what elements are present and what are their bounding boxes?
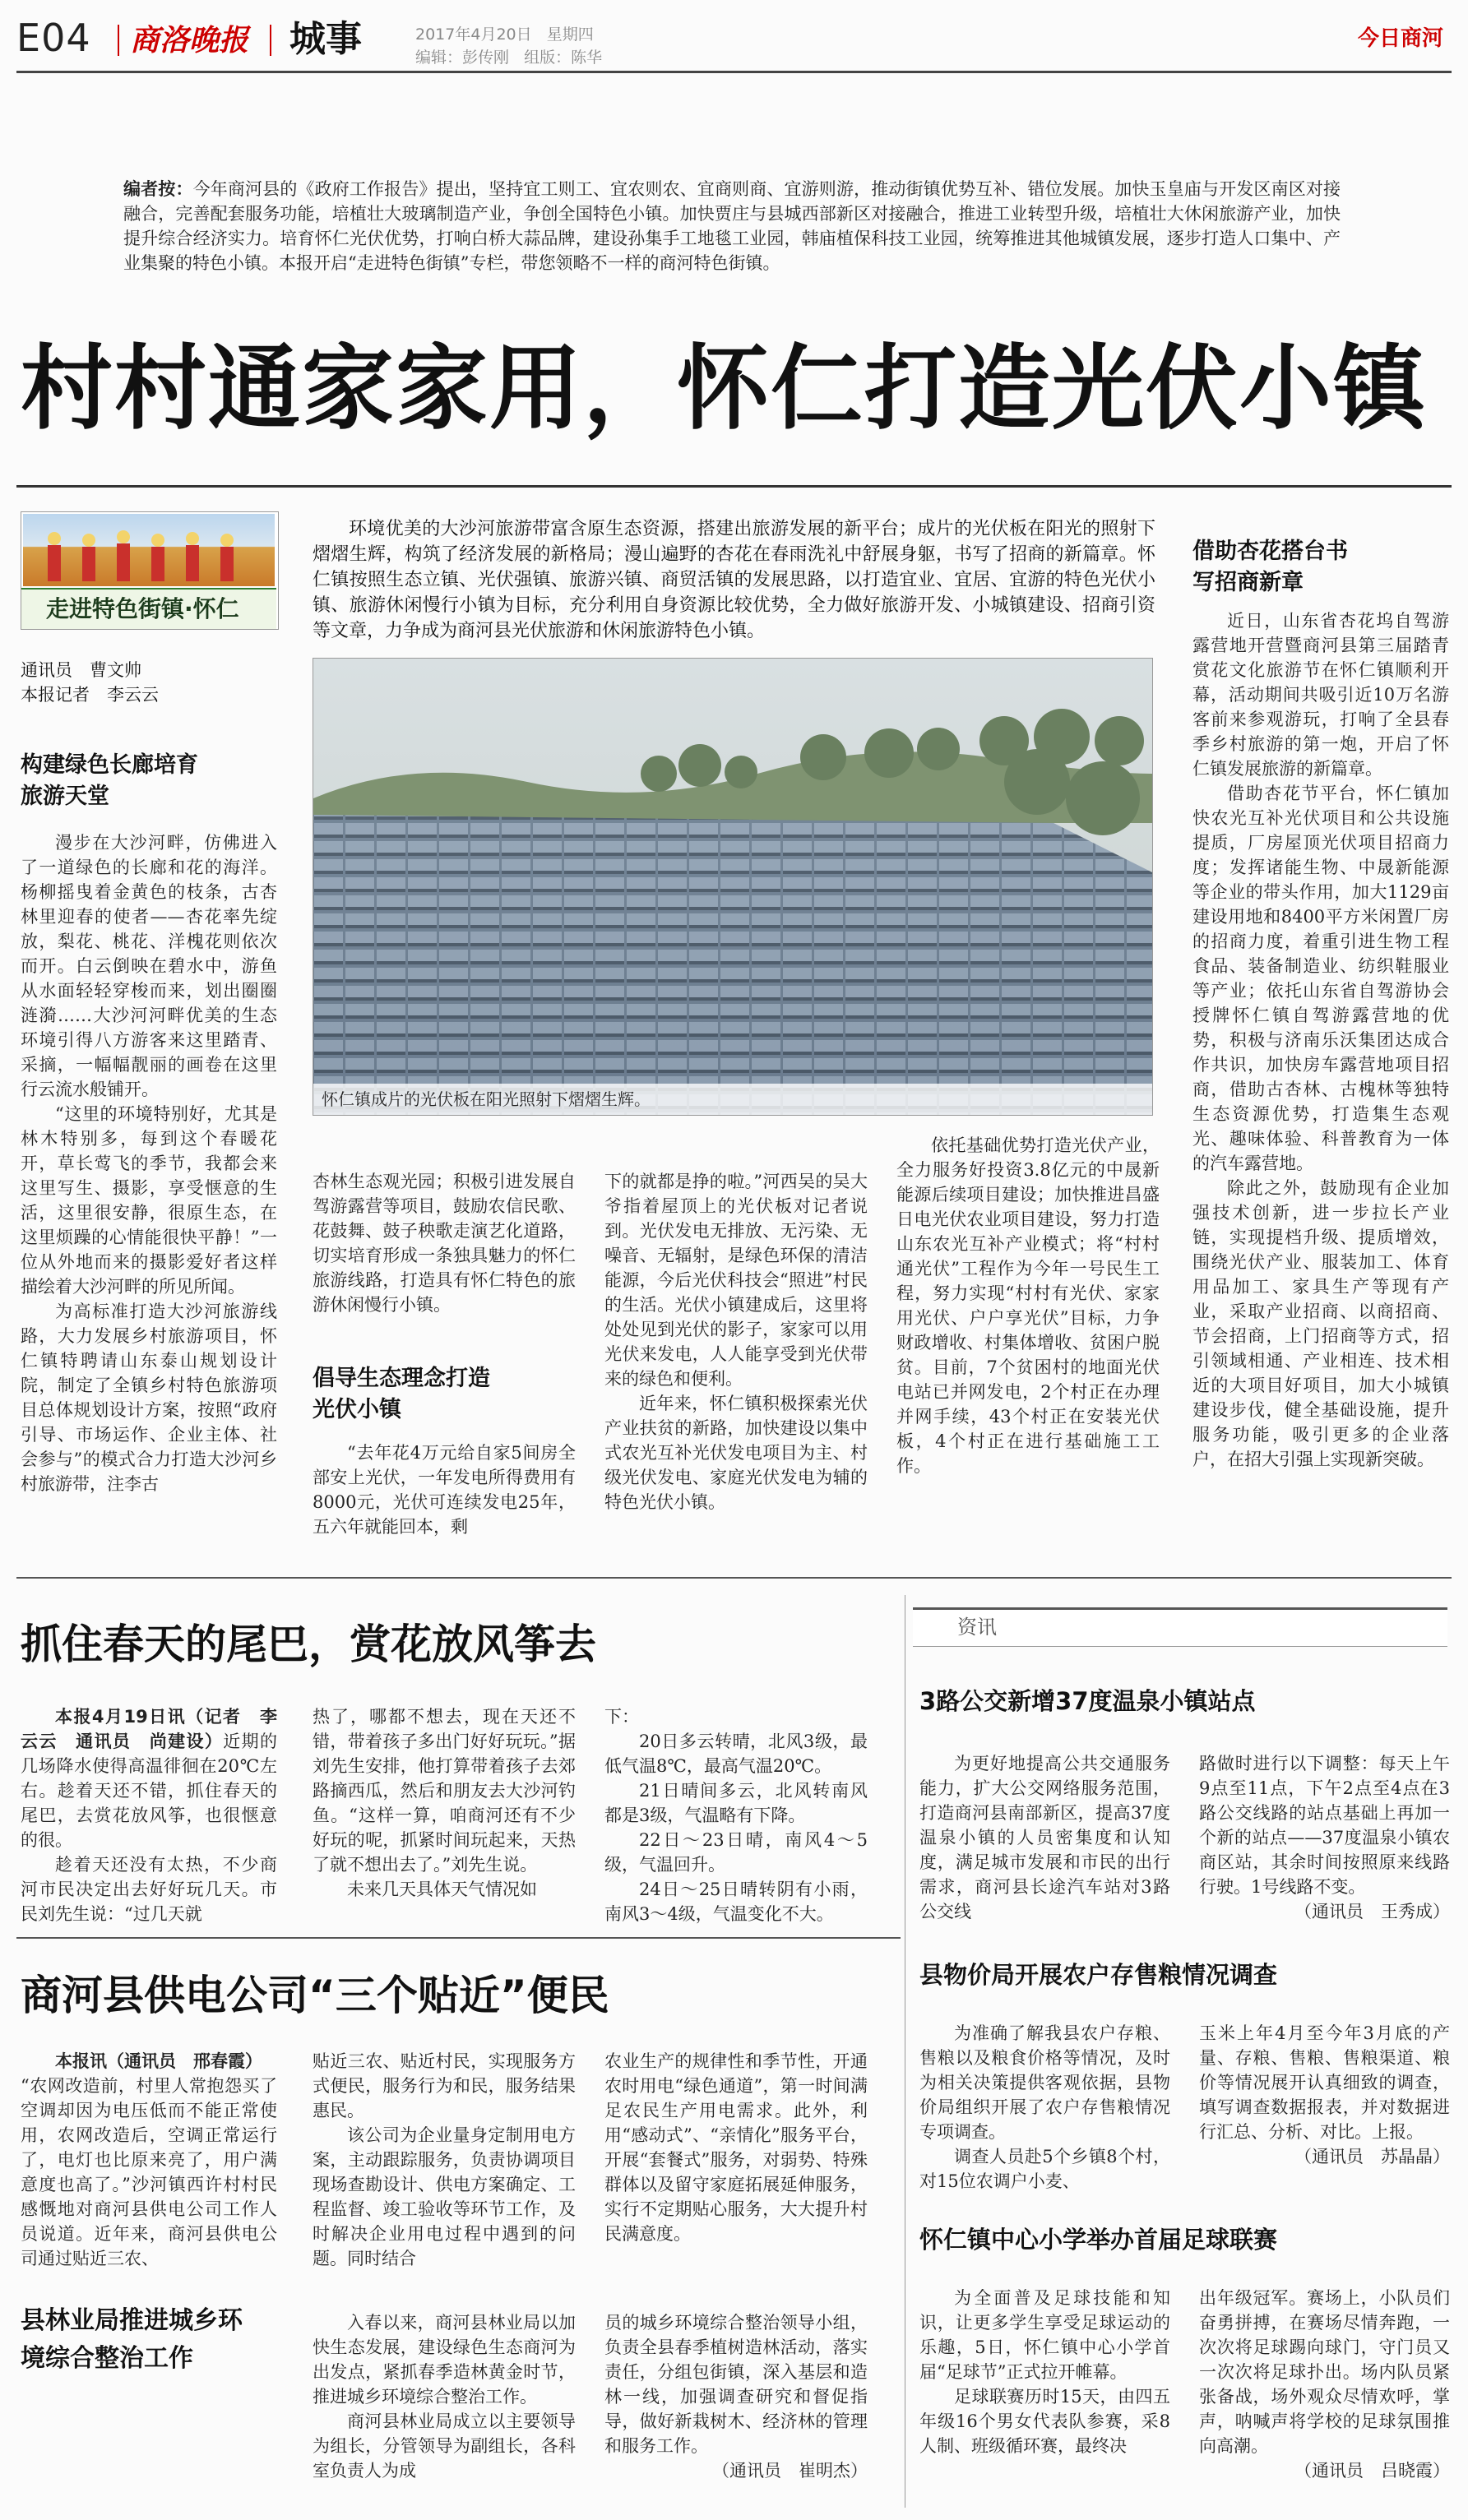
col2-para-2: “去年花4万元给自家5间房全部安上光伏，一年发电所得费用有8000元，光伏可连续发电25年，五六年就能回本，剩 [313, 1443, 576, 1537]
byline-1: 通讯员 曹文帅 [21, 660, 141, 680]
section-rule-2 [16, 1937, 901, 1939]
brief2-col1 [919, 2021, 1170, 2194]
side-text [1192, 608, 1449, 1472]
col2-text-b [313, 1440, 576, 1539]
byline-2: 本报记者 李云云 [21, 685, 159, 705]
story4-col2 [313, 2310, 576, 2483]
col3-para-2: 近年来，怀仁镇积极探索光伏产业扶贫的新路，加快建设以集中式农光互补光伏发电项目为主、村级光伏发电、家庭光伏发电为辅的特色光伏小镇。 [604, 1394, 868, 1512]
story4-para-3: 员的城乡环境综合整治领导小组，负责全县春季植树造林活动，落实责任，分组包街镇，深入基层和造林一线，加强调查研究和督促指导，做好新栽树木、经济林的管理和服务工作。 [604, 2313, 868, 2456]
side-para-3: 除此之外，鼓励现有企业加强技术创新，进一步拉长产业链，实现提档升级、提质增效，围绕光伏产业、服装加工、体育用品加工、家具生产等现有产业，采取产业招商、以商招商、节会招商，上门招商等方式，招引领域相通、产业相连、技术相近的大项目好项目，加大小城镇建设步伐，健全基础设施，提升服务功能，吸引更多的企业落户，在招大引强上实现新突破。 [1192, 1178, 1449, 1469]
editor-credit: 编辑：彭传刚 [415, 49, 510, 67]
brief1-title: 3路公交新增37度温泉小镇站点 [919, 1687, 1256, 1715]
brief2-signature: （通讯员 苏晶晶） [1294, 2147, 1450, 2166]
brief2-col2 [1199, 2021, 1450, 2169]
news-brief-header [913, 1607, 1447, 1647]
section-rule-1 [16, 1577, 1452, 1579]
weather-3: 22日～23日晴，南风4～5级，气温回升。 [604, 1830, 868, 1875]
col2-para-1: 杏林生态观光园；积极引进发展自驾游露营等项目，鼓励农信民歌、花鼓舞、鼓子秧歌走演艺化道路，切实培育形成一条独具魅力的怀仁旅游线路，打造具有怀仁特色的旅游休闲慢行小镇。 [313, 1172, 576, 1315]
dancers-figure-icon [23, 514, 275, 586]
story3-para-4: 农业生产的规律性和季节性，开通农时用电“绿色通道”，第一时间满足农民生产用电需求。此外，利用“感动式”、“亲情化”服务平台，开展“套餐式”服务，对弱势、特殊群体以及留守家庭拓展延伸服务，实行不定期贴心服务，大大提升村民满意度。 [604, 2051, 868, 2244]
story3-col2 [313, 2049, 576, 2271]
brief3-para-3: 出年级冠军。赛场上，小队员们奋勇拼搏，在赛场尽情奔跑，一次次将足球踢向球门，守门员又一次次将足球扑出。场内队员紧张备战，场外观众尽情欢呼，掌声，呐喊声将学校的足球氛围推向高潮。 [1199, 2288, 1450, 2456]
brief1-col2 [1199, 1751, 1450, 1924]
story2-para-1 [21, 1704, 277, 1852]
badge-caption-text: 走进特色街镇·怀仁 [46, 595, 239, 622]
main-headline: 村村通家家用，怀仁打造光伏小镇 [21, 335, 1427, 442]
side-para-2: 借助杏花节平台，怀仁镇加快农光互补光伏项目和公共设施提质，厂房屋顶光伏项目招商力度；发挥诸能生物、中晟新能源等企业的带头作用，加大1129亩建设用地和8400平方米闲置厂房的招商力度，着重引进生物工程食品、装备制造业、纺织鞋服业等产业；依托山东省自驾游协会授牌怀仁镇自驾游露营地的优势，积极与济南乐沃集团达成合作共识，加快房车露营地项目招商，借助古杏林、古槐林等独特生态资源优势，打造集生态观光、趣味体验、科普教育为一体的汽车露营地。 [1192, 784, 1449, 1173]
brief1-para-2: 路做时进行以下调整：每天上午9点至11点，下午2点至4点在3路公交线路的站点基础上再加一个新的站点——37度温泉小镇农商区站，其余时间按照原来线路行驶。1号线路不变。 [1199, 1754, 1450, 1897]
story2-para-3: 热了，哪都不想去，现在天还不错，带着孩子多出门好好玩玩。”据刘先生安排，他打算带着孩子去郊路摘西瓜，然后和朋友去大沙河钓鱼。“这样一算，咱商河还有不少好玩的呢，抓紧时间玩起来，天热了就不想出去了。”刘先生说。 [313, 1707, 576, 1875]
brief3-col1 [919, 2286, 1170, 2458]
solar-panels-figure [313, 659, 1152, 1115]
story2-byline: 本报4月19日讯（记者 李云云 通讯员 尚建设） [21, 1707, 277, 1751]
photo-caption: 怀仁镇成片的光伏板在阳光照射下熠熠生辉。 [313, 1084, 1152, 1115]
issue-date [415, 25, 594, 44]
badge-caption [21, 588, 276, 629]
news-brief-label: 资讯 [957, 1616, 997, 1639]
weather-1: 20日多云转晴，北风3级，最低气温8℃，最高气温20℃。 [604, 1732, 868, 1776]
col3-para-1: 下的就都是挣的啦。”河西吴的吴大爷指着屋顶上的光伏板对记者说到。光伏发电无排放、无污染、无噪音、无辐射，是绿色环保的清洁能源，今后光伏科技会“照进”村民的生活。光伏小镇建成后，这里将处处见到光伏的影子，家家可以用光伏来发电，人人能享受到光伏带来的绿色和便利。 [604, 1172, 868, 1389]
col1-para-2: “这里的环境特别好，尤其是林木特别多，每到这个春暖花开，草长莺飞的季节，我都会来这里写生、摄影，享受惬意的生活，这里很安静，很原生态，在这里烦躁的心情能很快平静！”一位从外地而来的摄影爱好者这样描绘着大沙河畔的所见所闻。 [21, 1104, 277, 1297]
story2-para-4: 未来几天具体天气情况如 [347, 1880, 537, 1899]
solar-photo [313, 658, 1153, 1116]
story4-para-1: 入春以来，商河县林业局以加快生态发展，建设绿色生态商河为出发点，紧抓春季造林黄金时节，推进城乡环境综合整治工作。 [313, 2313, 576, 2407]
brief1-signature: （通讯员 王秀成） [1294, 1902, 1450, 1921]
story2-para-1-text: 近期的几场降水使得高温徘徊在20℃左右。趁着天还不错，抓住春天的尾巴，去赏花放风筝，也很惬意的很。 [21, 1732, 278, 1850]
brief3-para-1: 为全面普及足球技能和知识，让更多学生享受足球运动的乐趣，5日，怀仁镇中心小学首届“足球节”正式拉开帷幕。 [919, 2288, 1170, 2382]
issue-date-text: 2017年4月20日 [415, 25, 532, 44]
section-title: 城事 [289, 18, 362, 60]
side-para-1: 近日，山东省杏花坞自驾游露营地开营暨商河县第三届踏青赏花文化旅游节在怀仁镇顺利开幕，活动期间共吸引近10万名游客前来参观游玩，打响了全县春季乡村旅游的第一炮，开启了怀仁镇发展旅游的新篇章。 [1192, 611, 1449, 779]
story2-para-5: 下： [604, 1707, 639, 1727]
story2-col1 [21, 1704, 277, 1926]
col2-text [313, 1169, 576, 1317]
subhead-2: 倡导生态理念打造光伏小镇 [313, 1366, 490, 1422]
col3-text [604, 1169, 868, 1514]
brief2-para-1: 为准确了解我县农户存粮、售粮以及粮食价格等情况，及时为相关决策提供客观依据，县物价局组织开展了农户存售粮情况专项调查。 [919, 2023, 1170, 2142]
story3-para-2: 贴近三农、贴近村民，实现服务方式便民，服务行为和民，服务结果惠民。 [313, 2051, 576, 2120]
layout-credit: 组版：陈华 [524, 49, 603, 67]
masthead-divider [118, 25, 119, 56]
story2-para-2: 趁着天还没有太热，不少商河市民决定出去好好玩几天。市民刘先生说：“过几天就 [21, 1855, 277, 1924]
editor-note-label: 编者按： [123, 179, 193, 199]
masthead-rule [16, 71, 1452, 73]
edition-label: 今日商河 [1357, 26, 1443, 51]
col1-para-3: 为高标准打造大沙河旅游线路，大力发展乡村旅游项目，怀仁镇特聘请山东泰山规划设计院，制定了全镇乡村特色旅游项目总体规划设计方案，按照“政府引导、市场运作、企业主体、社会参与”的模式合力打造大沙河乡村旅游带，注李古 [21, 1302, 277, 1494]
story3-headline: 商河县供电公司“三个贴近”便民 [21, 1972, 609, 2019]
issue-weekday: 星期四 [546, 25, 594, 44]
story3-col3 [604, 2049, 868, 2246]
story2-headline: 抓住春天的尾巴，赏花放风筝去 [21, 1621, 596, 1668]
main-lead: 环境优美的大沙河旅游带富含原生态资源，搭建出旅游发展的新平台；成片的光伏板在阳光的照射下熠熠生辉，构筑了经济发展的新格局；漫山遍野的杏花在春雨洗礼中舒展身躯，书写了招商的新篇章。怀仁镇按照生态立镇、光伏强镇、旅游兴镇、商贸活镇的发展思路，以打造宜业、宜居、宜游的特色光伏小镇、旅游休闲慢行小镇为目标，充分利用自身资源比较优势，全力做好旅游开发、小城镇建设、招商引资等文章，力争成为商河县光伏旅游和休闲旅游特色小镇。 [313, 519, 1155, 641]
brief2-para-3: 玉米上年4月至今年3月底的产量、存粮、售粮、售粮渠道、粮价等情况展开认真细致的调查，填写调查数据报表，并对数据进行汇总、分析、对比。上报。 [1199, 2023, 1450, 2142]
masthead-divider-2 [270, 25, 271, 56]
col4-para-1: 依托基础优势打造光伏产业，全力服务好投资3.8亿元的中晟新能源后续项目建设；加快推进昌盛日电光伏农业项目建设，努力打造山东农光互补产业模式；将“村村通光伏”工程作为今年一号民生工程，努力实现“村村有光伏、家家用光伏、户户享光伏”目标，力争财政增收、村集体增收、贫困户脱贫。目前，7个贫困村的地面光伏电站已并网发电，2个村正在办理并网手续，43个村正在安装光伏板，4个村正在进行基础施工工作。 [896, 1135, 1160, 1476]
brief1-col1 [919, 1751, 1170, 1924]
story4-signature: （通讯员 崔明杰） [712, 2461, 868, 2481]
headline-rule [16, 485, 1452, 488]
story2-col3 [604, 1704, 868, 1926]
story4-col3 [604, 2310, 868, 2483]
col1-para-1: 漫步在大沙河畔，仿佛进入了一道绿色的长廊和花的海洋。杨柳摇曳着金黄色的枝条，古杏林里迎春的使者——杏花率先绽放，梨花、桃花、洋槐花则依次而开。白云倒映在碧水中，游鱼从水面轻轻穿梭而来，划出圈圈涟漪……大沙河河畔优美的生态环境引得八方游客来这里踏青、采摘，一幅幅靓丽的画卷在这里行云流水般铺开。 [21, 833, 277, 1099]
editor-note [123, 177, 1341, 275]
story3-col1 [21, 2049, 277, 2271]
editor-note-text: 今年商河县的《政府工作报告》提出，坚持宜工则工、宜农则农、宜商则商、宜游则游，推动街镇优势互补、错位发展。加快玉皇庙与开发区南区对接融合，完善配套服务功能，培植壮大玻璃制造产业，争创全国特色小镇。加快贾庄与县城西部新区对接融合，推进工业转型升级，培植壮大休闲旅游产业，加快提升综合经济实力。培育怀仁光伏优势，打响白桥大蒜品牌，建设孙集手工地毯工业园，韩庙植保科技工业园，统筹推进其他城镇发展，逐步打造人口集中、产业集聚的特色小镇。本报开启“走进特色街镇”专栏，带您领略不一样的商河特色街镇。 [123, 179, 1341, 273]
page-code: E04 [16, 16, 91, 60]
story3-para-1: “农网改造前，村里人常抱怨买了空调却因为电压低而不能正常使用，农网改造后，空调正常运行了，电灯也比原来亮了，用户满意度也高了。”沙河镇西许村村民感慨地对商河县供电公司工作人员说道。近年来，商河县供电公司通过贴近三农、 [21, 2076, 277, 2268]
col1-text [21, 830, 277, 1496]
brief1-para-1: 为更好地提高公共交通服务能力，扩大公交网络服务范围，打造商河县南部新区，提高37度温泉小镇的人员密集度和认知度，满足城市发展和市民的出行需求，商河县长途汽车站对3路公交线 [919, 1754, 1170, 1921]
story3-para-3: 该公司为企业量身定制用电方案，主动跟踪服务，负责协调项目现场查勘设计、供电方案确定、工程监督、竣工验收等环节工作，及时解决企业用电过程中遇到的问题。同时结合 [313, 2125, 576, 2268]
brief3-para-2: 足球联赛历时15天，由四五年级16个男女代表队参赛，采8人制、班级循环赛，最终决 [919, 2387, 1170, 2456]
weather-2: 21日晴间多云，北风转南风都是3级，气温略有下降。 [604, 1781, 868, 1825]
brief3-signature: （通讯员 吕晓霞） [1294, 2461, 1450, 2481]
subhead-1: 构建绿色长廊培育旅游天堂 [21, 752, 198, 809]
badge-photo [23, 514, 275, 586]
story2-col2 [313, 1704, 576, 1902]
story3-byline: 本报讯（通讯员 邢春霞） [55, 2051, 262, 2071]
brief2-para-2: 调查人员赴5个乡镇8个村，对15位农调户小麦、 [919, 2147, 1170, 2191]
story4-para-2: 商河县林业局成立以主要领导为组长，分管领导为副组长，各科室负责人为成 [313, 2411, 576, 2481]
side-subhead: 借助杏花搭台书写招商新章 [1192, 539, 1348, 595]
brief2-title: 县物价局开展农户存售粮情况调查 [919, 1961, 1278, 1989]
brief3-title: 怀仁镇中心小学举办首届足球联赛 [919, 2226, 1278, 2254]
column-badge [21, 511, 279, 630]
weather-4: 24日～25日晴转阴有小雨，南风3～4级，气温变化不大。 [604, 1880, 868, 1924]
story4-headline: 县林业局推进城乡环境综合整治工作 [21, 2306, 243, 2373]
brief3-col2 [1199, 2286, 1450, 2483]
col4-text [896, 1133, 1160, 1478]
edit-credits [415, 48, 602, 67]
paper-name: 商洛晚报 [130, 23, 249, 58]
